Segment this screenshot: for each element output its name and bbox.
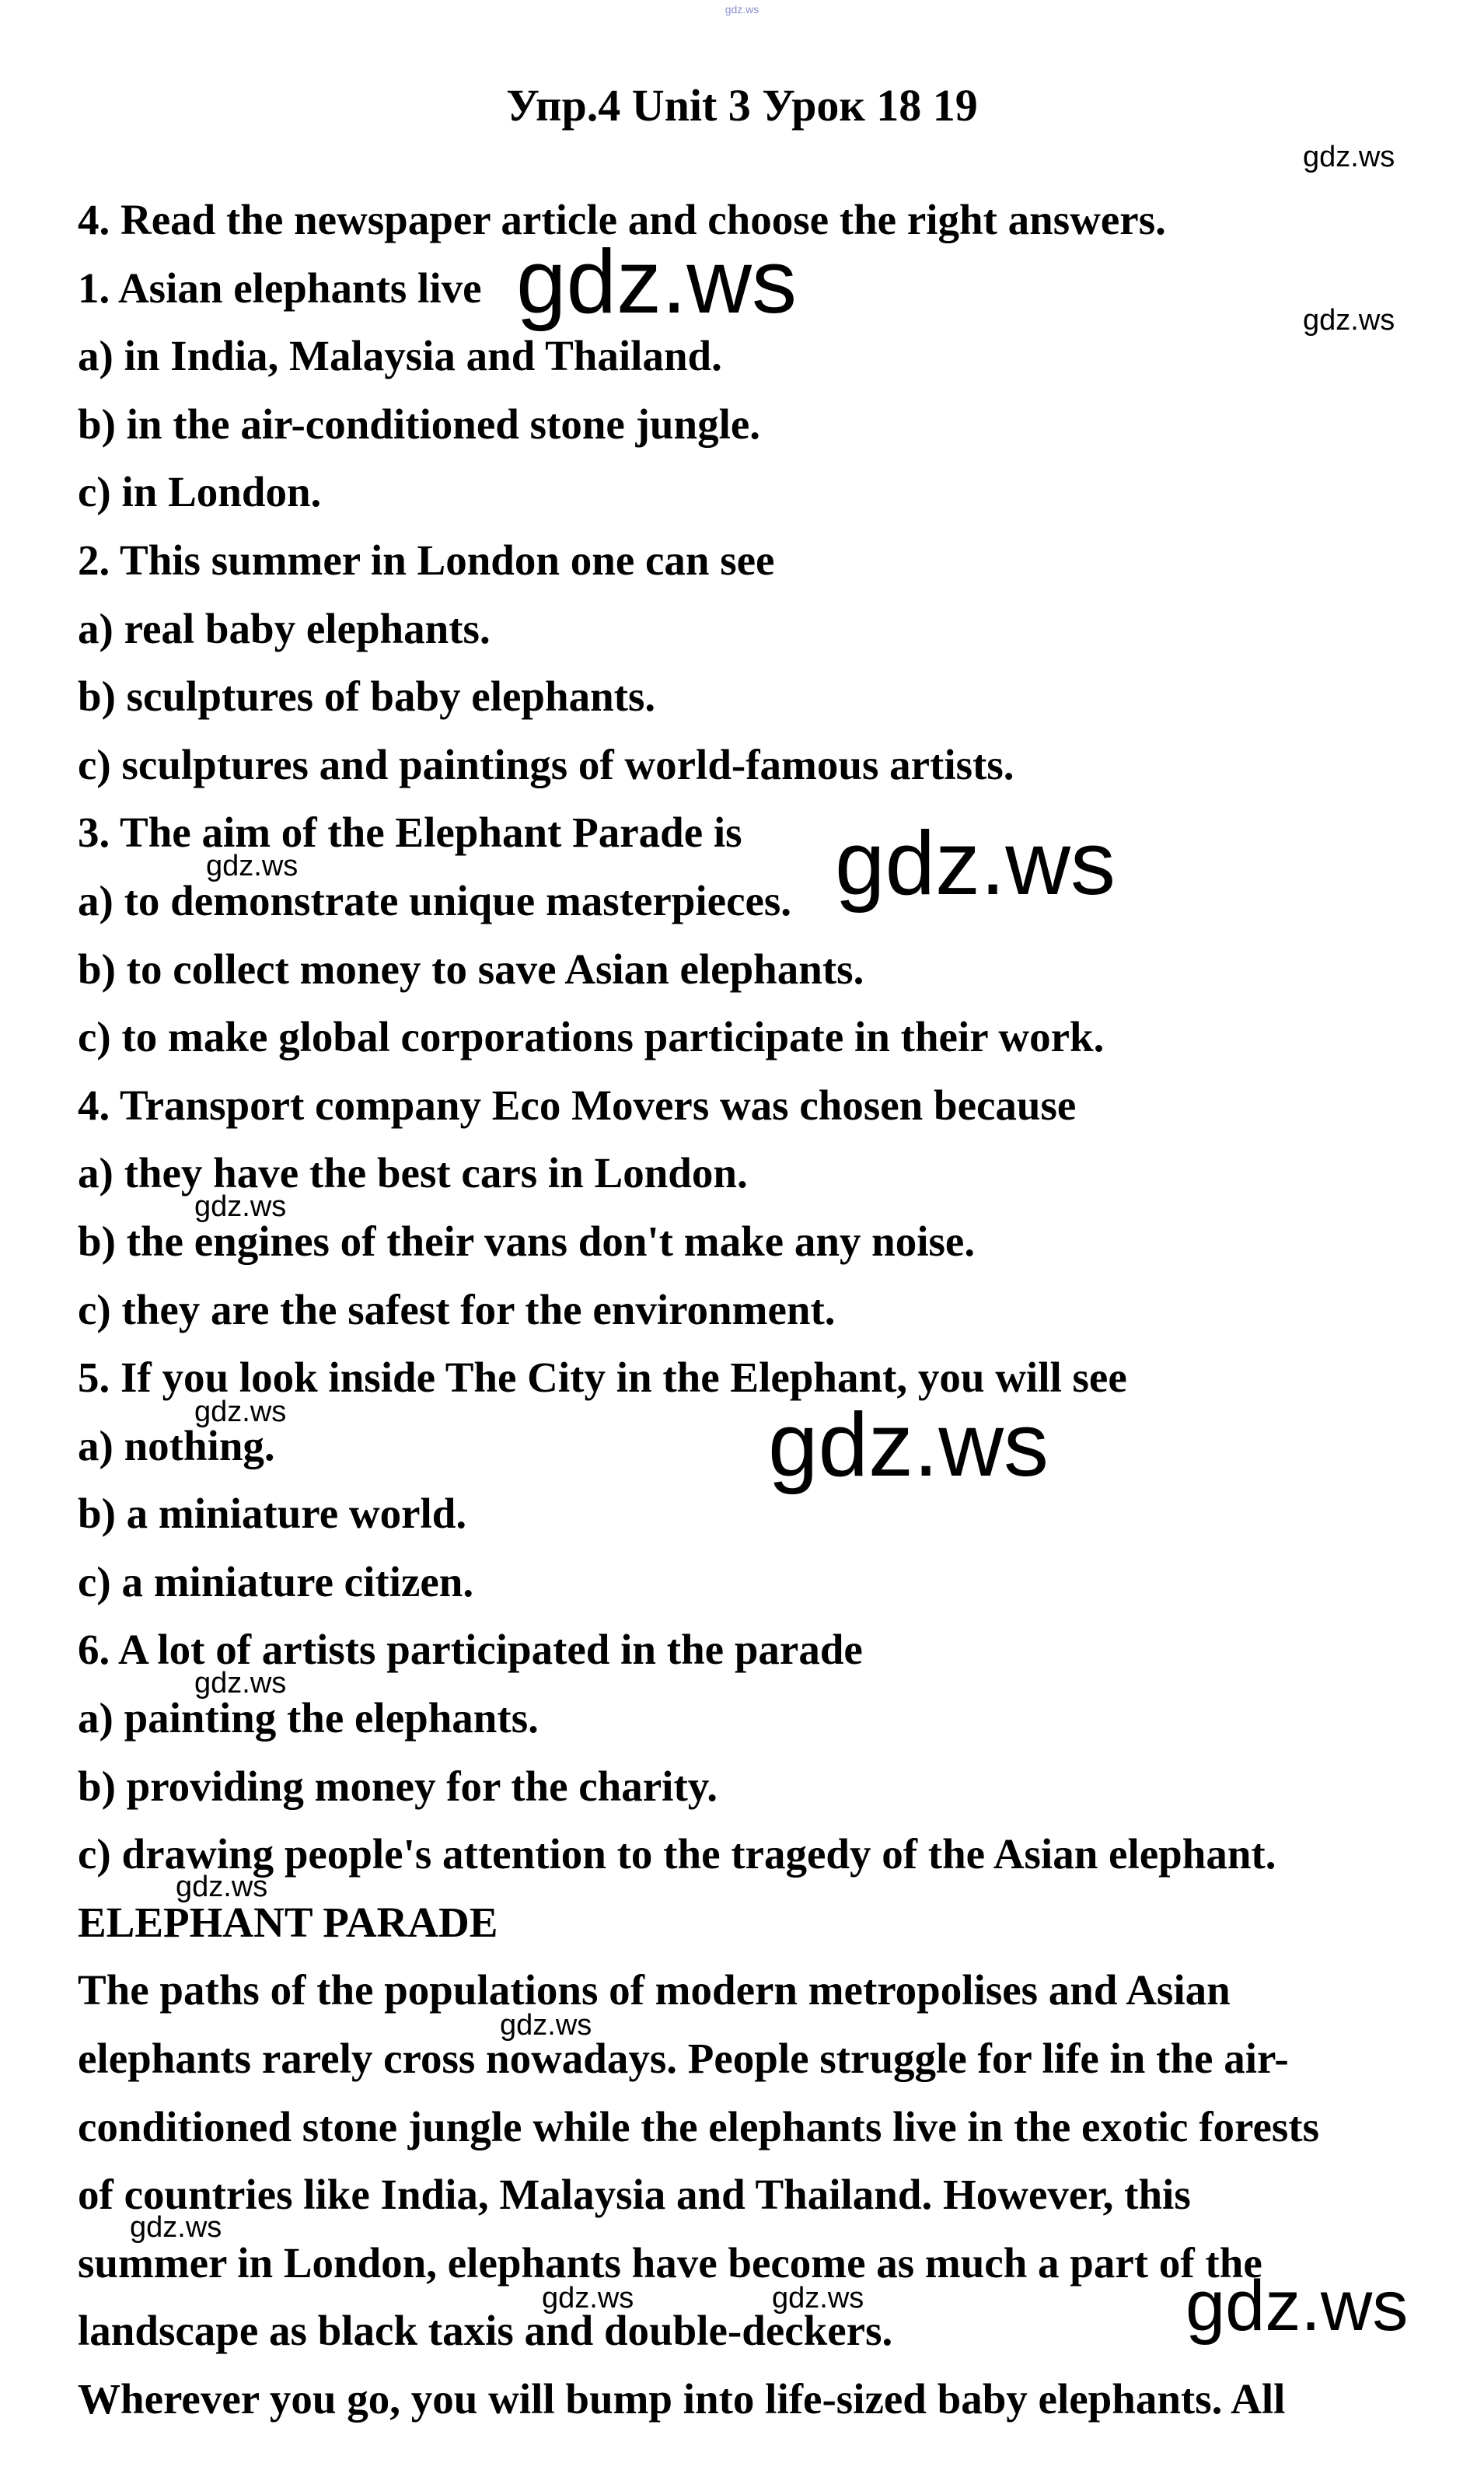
top-watermark: gdz.ws bbox=[725, 3, 759, 16]
question-4: 4. Transport company Eco Movers was chosen because bbox=[78, 1081, 1077, 1129]
question-2-option-a: a) real baby elephants. bbox=[78, 604, 491, 652]
question-1-option-c: c) in London. bbox=[78, 468, 322, 516]
watermark: gdz.ws bbox=[194, 1667, 287, 1700]
question-6-option-b: b) providing money for the charity. bbox=[78, 1762, 718, 1810]
question-6-option-a: a) painting the elephants. bbox=[78, 1694, 539, 1742]
watermark: gdz.ws bbox=[206, 850, 299, 882]
article-line: landscape as black taxis and double-deckers. bbox=[78, 2307, 893, 2355]
article-heading: ELEPHANT PARADE bbox=[78, 1898, 498, 1946]
watermark: gdz.ws bbox=[772, 2282, 864, 2315]
watermark: gdz.ws bbox=[194, 1396, 287, 1428]
question-3-option-b: b) to collect money to save Asian elephants. bbox=[78, 945, 864, 993]
article-line: conditioned stone jungle while the elephants live in the exotic forests bbox=[78, 2102, 1319, 2150]
exercise-text bbox=[78, 186, 1446, 2433]
article-line: The paths of the populations of modern metropolises and Asian bbox=[78, 1966, 1231, 2014]
question-3-option-c: c) to make global corporations participate in their work. bbox=[78, 1013, 1105, 1061]
watermark: gdz.ws bbox=[542, 2282, 634, 2315]
watermark: gdz.ws bbox=[194, 1190, 287, 1223]
watermark: gdz.ws bbox=[130, 2211, 222, 2244]
question-3-option-a: a) to demonstrate unique masterpieces. bbox=[78, 876, 792, 924]
question-2-option-b: b) sculptures of baby elephants. bbox=[78, 673, 656, 721]
watermark: gdz.ws bbox=[1185, 2266, 1409, 2346]
article-line: Wherever you go, you will bump into life-sized baby elephants. All bbox=[78, 2375, 1286, 2423]
question-4-option-c: c) they are the safest for the environment. bbox=[78, 1285, 836, 1333]
watermark: gdz.ws bbox=[500, 2009, 592, 2042]
watermark: gdz.ws bbox=[768, 1394, 1049, 1495]
watermark: gdz.ws bbox=[516, 231, 798, 332]
question-2: 2. This summer in London one can see bbox=[78, 536, 775, 584]
article-line: summer in London, elephants have become as much a part of the bbox=[78, 2238, 1262, 2287]
question-1: 1. Asian elephants live bbox=[78, 264, 482, 312]
question-4-option-b: b) the engines of their vans don't make any noise. bbox=[78, 1217, 976, 1265]
question-1-option-a: a) in India, Malaysia and Thailand. bbox=[78, 332, 722, 380]
question-2-option-c: c) sculptures and paintings of world-famous artists. bbox=[78, 740, 1014, 788]
task-instruction: 4. Read the newspaper article and choose the right answers. bbox=[78, 196, 1166, 243]
question-4-option-a: a) they have the best cars in London. bbox=[78, 1149, 748, 1197]
page-title: Упр.4 Unit 3 Урок 18 19 bbox=[506, 80, 978, 131]
question-3: 3. The aim of the Elephant Parade is bbox=[78, 809, 742, 857]
watermark: gdz.ws bbox=[176, 1871, 268, 1903]
question-6: 6. A lot of artists participated in the parade bbox=[78, 1626, 863, 1674]
article-line: elephants rarely cross nowadays. People struggle for life in the air- bbox=[78, 2035, 1289, 2083]
question-5-option-a: a) nothing. bbox=[78, 1421, 275, 1469]
article-line: of countries like India, Malaysia and Thailand. However, this bbox=[78, 2171, 1191, 2219]
question-5-option-b: b) a miniature world. bbox=[78, 1490, 467, 1538]
question-5: 5. If you look inside The City in the Elephant, you will see bbox=[78, 1354, 1127, 1402]
question-5-option-c: c) a miniature citizen. bbox=[78, 1557, 474, 1605]
question-6-option-c: c) drawing people's attention to the tragedy of the Asian elephant. bbox=[78, 1830, 1276, 1878]
question-1-option-b: b) in the air-conditioned stone jungle. bbox=[78, 400, 761, 448]
watermark: gdz.ws bbox=[1303, 304, 1395, 337]
watermark: gdz.ws bbox=[1303, 141, 1395, 173]
watermark: gdz.ws bbox=[835, 812, 1116, 914]
